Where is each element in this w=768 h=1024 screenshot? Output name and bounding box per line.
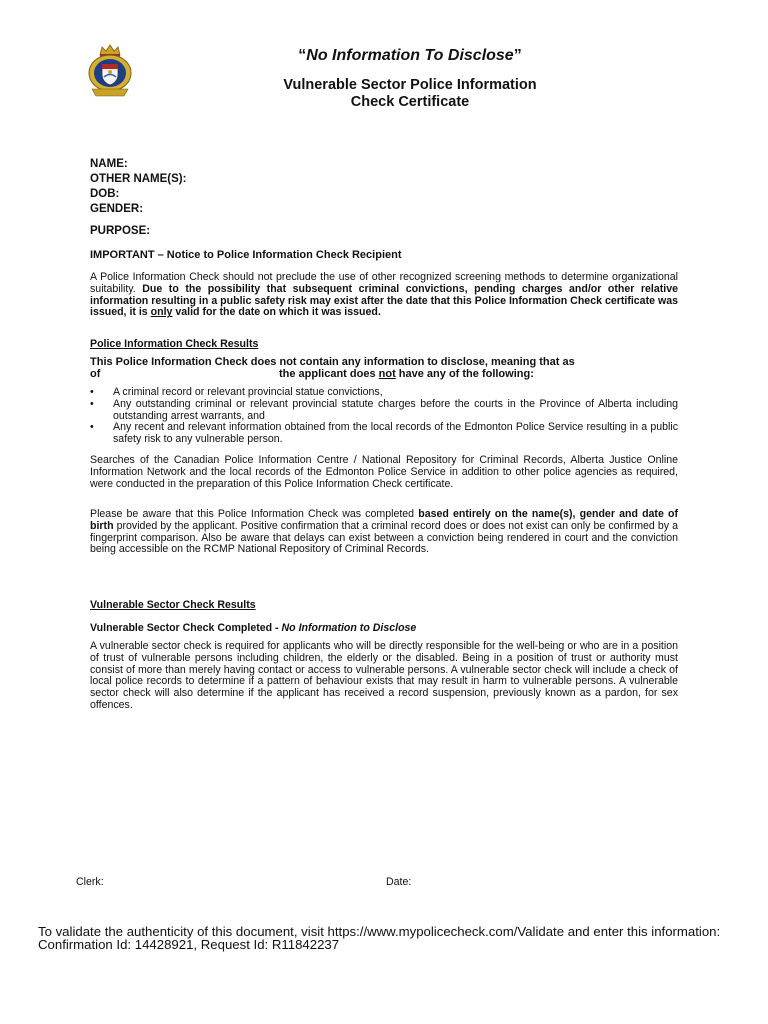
other-names-field-label: OTHER NAME(S): [90,173,187,185]
intro-paragraph: A Police Information Check should not preclude the use of other recognized screening methods to determine organizational suitability. Due to the possibility that subsequent criminal convictions, pending charges and/or other relative information resulting in a public safety risk may exist after the date that this Police Information Check certificate was issued, it is only valid for the date on which it was issued. [90,271,679,319]
confirmation-ids: Confirmation Id: 14428921, Request Id: R11842237 [38,937,340,953]
gender-field-label: GENDER: [90,203,144,215]
list-item: • Any outstanding criminal or relevant provincial statute charges before the courts in the Province of Alberta including outstanding arrest warrants, and [90,397,678,422]
list-item: • A criminal record or relevant provincial statue convictions, [90,386,383,398]
pic-results-statement-line2: of the applicant does not have any of the following: [90,368,534,380]
list-item: • Any recent and relevant information obtained from the local records of the Edmonton Police Service resulting in a public safety risk to any vulnerable person. [90,421,678,446]
dob-field-label: DOB: [90,188,120,200]
important-notice-heading: IMPORTANT – Notice to Police Information Check Recipient [90,249,402,261]
validation-url-text: To validate the authenticity of this document, visit https://www.mypolicecheck.com/Validate and enter this information: [38,924,721,939]
purpose-field-label: PURPOSE: [90,225,151,237]
clerk-signature-label: Clerk: [76,876,104,888]
vs-completed-line: Vulnerable Sector Check Completed - No Information to Disclose [90,622,417,634]
pic-results-heading: Police Information Check Results [90,338,259,350]
vs-description-paragraph: A vulnerable sector check is required for applicants who will be directly responsible for the well-being or who are in a position of trust of vulnerable persons including children, the elderly or the disabled. Being in a position of trust or authority must consist of more than merely having contact or access to vulnerable persons. A vulnerable sector check will include a check of local police records to determine if a pattern of behaviour exists that may result in harm to vulnerable persons. A vulnerable sector check will also determine if the applicant has received a record suspension, previously known as a pardon, for sex offences. [90,640,678,711]
validation-instructions [38,925,728,951]
accuracy-paragraph: Please be aware that this Police Information Check was completed based entirely on the name(s), gender and date of birth provided by the applicant. Positive confirmation that a criminal record does or does not exist can only be confirmed by a fingerprint comparison. Also be aware that delays can exist between a conviction being rendered in court and the conviction being accessible on the RCMP National Repository of Criminal Records. [90,508,678,556]
pic-results-statement-line1: This Police Information Check does not contain any information to disclose, meaning that as [90,356,575,368]
vs-results-heading: Vulnerable Sector Check Results [90,599,256,611]
police-crest-icon [86,41,134,99]
date-signature-label: Date: [386,876,412,888]
certificate-title-line2: Check Certificate [350,94,470,110]
disclosure-criteria-list [90,387,678,446]
certificate-status-title: “No Information To Disclose” [298,47,522,64]
certificate-title-line1: Vulnerable Sector Police Information [283,77,537,93]
name-field-label: NAME: [90,158,128,170]
searches-paragraph: Searches of the Canadian Police Information Centre / National Repository for Criminal Records, Alberta Justice Online Information Network and the local records of the Edmonton Police Service in addition to other police agencies as required, were conducted in the preparation of this Police Information Check certificate. [90,454,678,490]
